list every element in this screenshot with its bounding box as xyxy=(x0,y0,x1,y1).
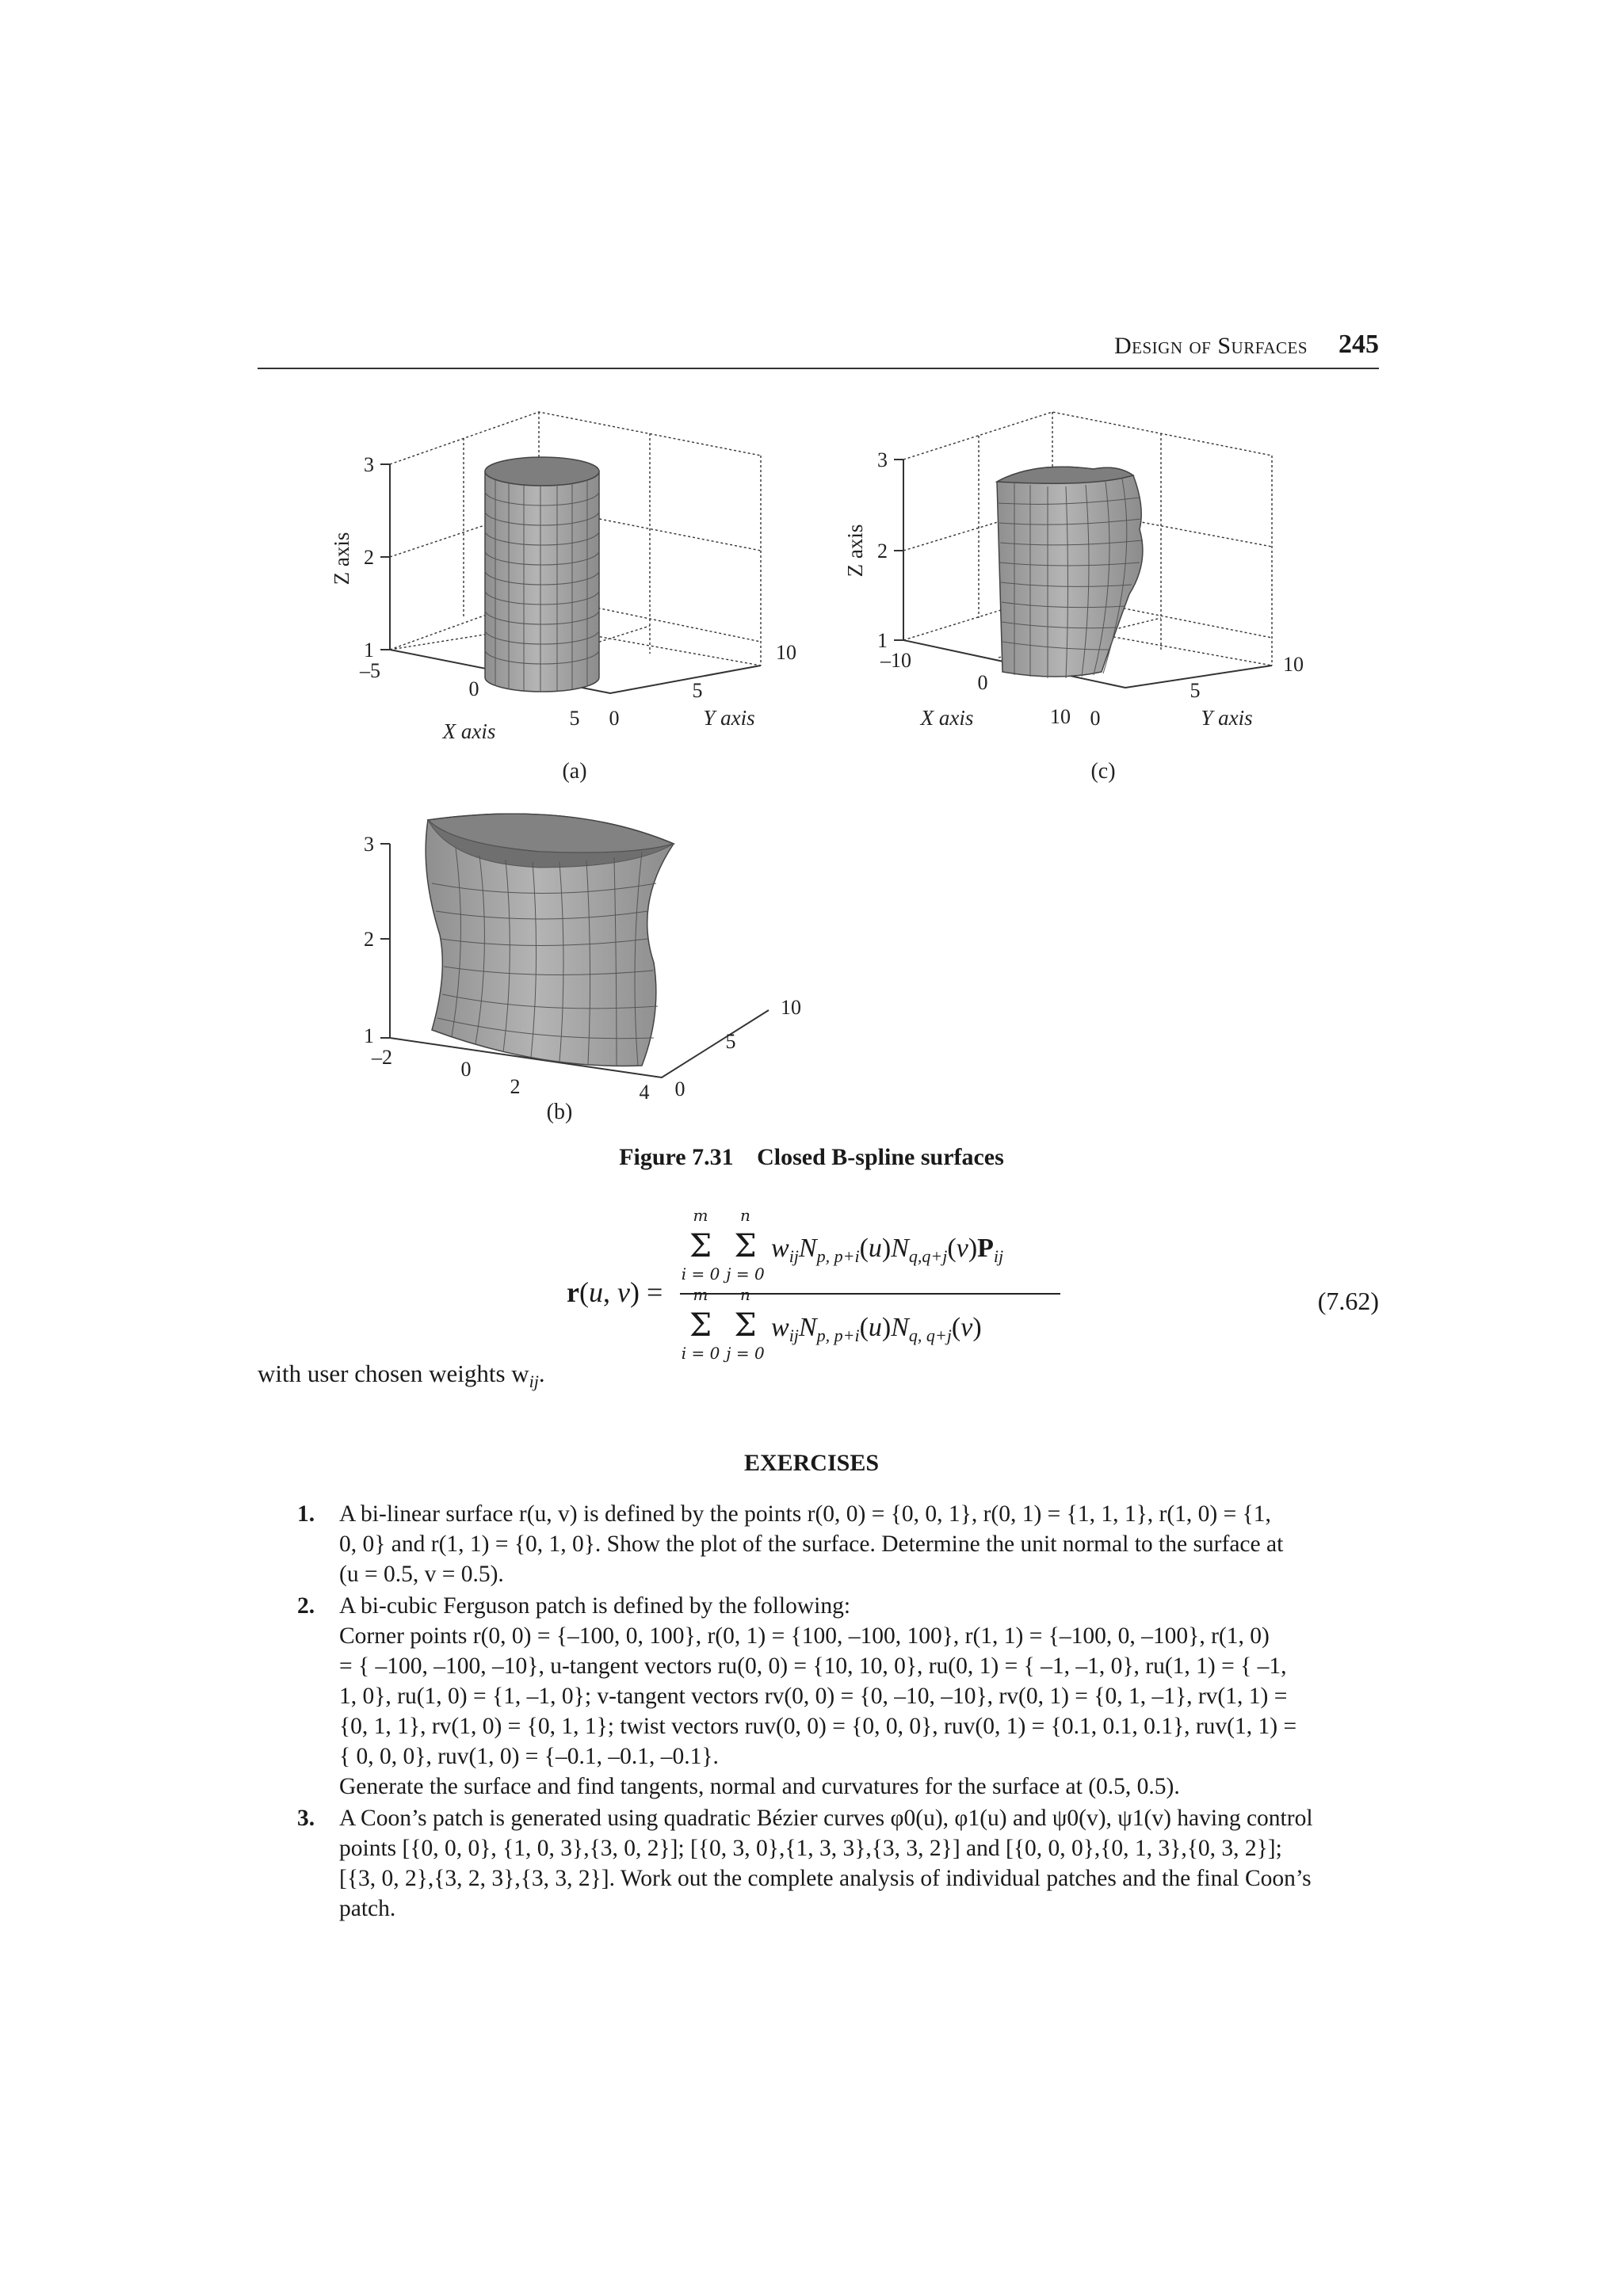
panel-a-z-tick: 2 xyxy=(364,546,374,569)
panel-b-label: (b) xyxy=(546,1100,573,1124)
exercises-heading: EXERCISES xyxy=(743,1450,880,1476)
weights-sentence: with user chosen weights $w_{ij}$. xyxy=(258,1360,545,1391)
panel-c-y-tick: 10 xyxy=(1283,653,1304,676)
panel-b xyxy=(364,814,801,1124)
page-number: 245 xyxy=(1338,330,1379,359)
panel-b-z-tick: 2 xyxy=(364,928,374,951)
panel-c xyxy=(843,412,1304,784)
panel-b-z-tick: 1 xyxy=(364,1024,374,1047)
exercise-item: 1. A bi-linear surface r(u, v) is defined by the points r(0, 0) = {0, 0, 1}, r(0, 1) = {1, 1, 1}, r(1, 0) = {1, 0, 0} and r(1, 1) = {0, 1, 0}. Show the plot of the surface. Determine the unit normal to the surface at (u = 0.5, v = 0.5). xyxy=(297,1499,1379,1589)
exercise-item: 2. A bi-cubic Ferguson patch is defined by the following: Corner points r(0, 0) = {–100, 0, 100}, r(0, 1) = {100, –100, 100}, r(1, 1) = {–100, 0, –100}, r(1, 0) = { –100, –100, –10}, u-tangent vectors ru(0, 0) = {10, 10, 0}, ru(0, 1) = { –1, –1, 0}, ru(1, 1) = { –1, 1, 0}, ru(1, 0) = {1, –1, 0}; v-tangent vectors rv(0, 0) = {0, –10, –10}, rv(0, 1) = {0, 1, –1}, rv(1, 1) = {0, 1, 1}, rv(1, 0) = {0, 1, 1}; twist vectors ruv(0, 0) = {0, 0, 0}, ruv(0, 1) = {0.1, 0.1, 0.1}, ruv(1, 1) = { 0, 0, 0}, ruv(1, 0) = {–0.1, –0.1, –0.1}. Generate the surface and find tangents, normal and curvatures for the surface at (0.5, 0.5). xyxy=(297,1591,1379,1802)
panel-b-surface xyxy=(426,814,674,1066)
panel-b-x-tick: 4 xyxy=(639,1081,650,1104)
panel-c-y-axis-label: Y axis xyxy=(1201,706,1253,730)
panel-c-x-axis-label: X axis xyxy=(920,706,974,730)
exercise-item: 3. A Coon’s patch is generated using quadratic Bézier curves φ0(u), φ1(u) and ψ0(v), ψ1(v) having control points [{0, 0, 0}, {1, 0, 3},{3, 0, 2}]; [{0, 3, 0},{1, 3, 3},{3, 3, 2}] and [{0, 0, 0},{0, 1, 3},{0, 3, 2}]; [{3, 0, 2},{3, 2, 3},{3, 3, 2}]. Work out the complete analysis of individual patches and the final Coon’s patch. xyxy=(297,1803,1379,1924)
panel-a-z-tick: 3 xyxy=(364,453,374,476)
exercise-number: 1. xyxy=(297,1501,315,1527)
panel-a-x-axis-label: X axis xyxy=(442,719,496,743)
panel-b-x-tick: 0 xyxy=(460,1058,472,1081)
panel-a-y-tick: 0 xyxy=(609,707,620,730)
equation-denominator: Σ m i = 0 Σ n j = 0 $w_{ij}N_{p, p+i}(u)N_{q, q+j}(v)$ xyxy=(681,1285,982,1363)
exercise-number: 2. xyxy=(297,1593,315,1619)
panel-b-y-tick: 0 xyxy=(674,1077,685,1100)
panel-b-z-tick: 3 xyxy=(364,833,374,856)
panel-c-z-tick: 1 xyxy=(877,629,888,652)
equation-7-62 xyxy=(555,1204,1379,1394)
panel-a-x-tick: 0 xyxy=(468,677,479,700)
equation-numerator: Σ m i = 0 Σ n j = 0 $w_{ij}N_{p, p+i}(u)N_{q,q+j}(v)P_{ij}$ xyxy=(681,1206,1004,1283)
equation-number: (7.62) xyxy=(1317,1287,1379,1315)
running-header xyxy=(258,330,1379,369)
panel-a-x-tick: 5 xyxy=(569,707,580,730)
panel-c-z-tick: 2 xyxy=(877,540,888,563)
panel-c-label: (c) xyxy=(1090,759,1116,784)
equation-lhs: r(u, v) = xyxy=(567,1276,663,1308)
figure-closed-b-spline-surfaces xyxy=(301,388,1304,1149)
figure-title: Closed B-spline surfaces xyxy=(757,1144,1004,1170)
panel-a-z-axis-label: Z axis xyxy=(330,532,353,585)
panel-a-y-tick: 5 xyxy=(692,679,703,702)
exercise-list xyxy=(297,1499,1379,1925)
panel-b-x-tick: –2 xyxy=(372,1046,392,1069)
panel-a-label: (a) xyxy=(562,759,587,784)
panel-b-x-tick: 2 xyxy=(510,1075,521,1098)
panel-c-x-tick: 10 xyxy=(1050,705,1071,728)
panel-c-z-axis-label: Z axis xyxy=(843,524,867,578)
figure-number: Figure 7.31 xyxy=(619,1144,734,1170)
panel-c-y-tick: 0 xyxy=(1090,707,1101,730)
figure-caption xyxy=(0,1144,1623,1171)
panel-c-x-tick: 0 xyxy=(977,671,988,694)
panel-c-y-tick: 5 xyxy=(1190,679,1201,702)
panel-b-y-tick: 10 xyxy=(781,996,801,1019)
panel-a-y-axis-label: Y axis xyxy=(703,706,755,730)
panel-a-surface xyxy=(485,457,599,692)
running-header-title: Design of Surfaces xyxy=(1114,333,1308,359)
panel-a-y-tick: 10 xyxy=(776,641,796,664)
panel-a-z-tick: 1 xyxy=(364,639,374,662)
panel-c-surface xyxy=(997,467,1143,678)
panel-c-z-tick: 3 xyxy=(877,448,888,471)
panel-a xyxy=(330,412,796,784)
exercise-number: 3. xyxy=(297,1806,315,1831)
panel-a-x-tick: –5 xyxy=(360,659,380,682)
panel-b-y-tick: 5 xyxy=(725,1030,736,1053)
panel-c-x-tick: –10 xyxy=(880,649,911,672)
